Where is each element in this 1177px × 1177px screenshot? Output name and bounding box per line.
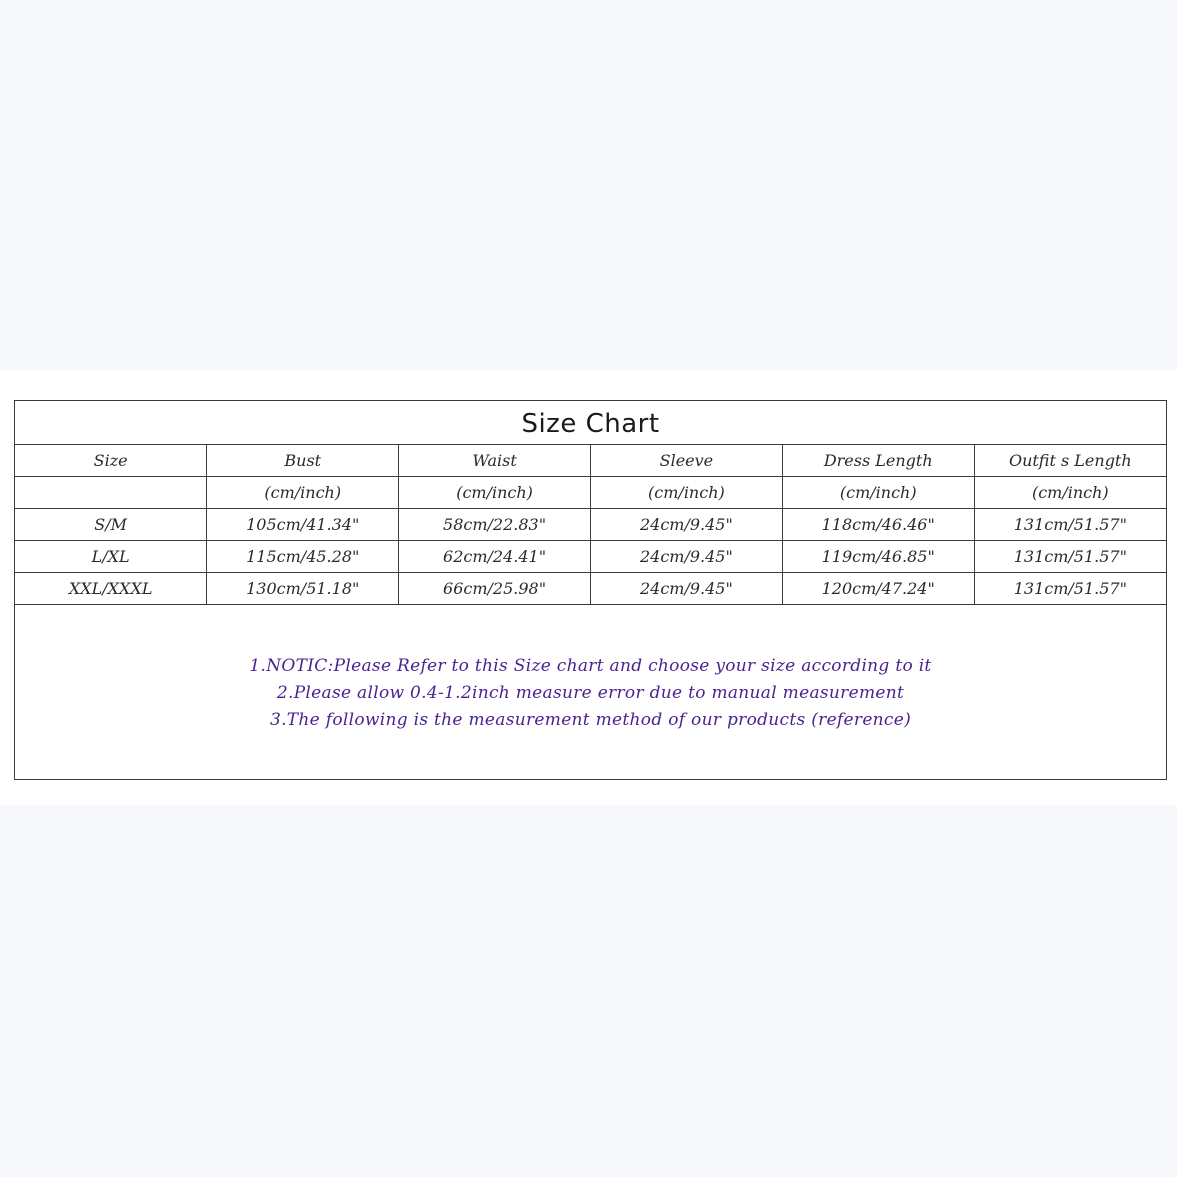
unit-outfit-length: (cm/inch)	[974, 477, 1166, 509]
header-waist: Waist	[399, 445, 591, 477]
cell-bust: 130cm/51.18"	[207, 573, 399, 605]
header-bust: Bust	[207, 445, 399, 477]
cell-sleeve: 24cm/9.45"	[590, 573, 782, 605]
unit-sleeve: (cm/inch)	[590, 477, 782, 509]
note-line-3: 3.The following is the measurement method of our products (reference)	[269, 710, 912, 730]
cell-bust: 105cm/41.34"	[207, 509, 399, 541]
cell-outfit-length: 131cm/51.57"	[974, 509, 1166, 541]
table-row	[15, 509, 1166, 541]
note-line-1: 1.NOTIC:Please Refer to this Size chart and choose your size according to it	[249, 656, 932, 676]
unit-size	[15, 477, 207, 509]
cell-waist: 62cm/24.41"	[399, 541, 591, 573]
cell-size: XXL/XXXL	[15, 573, 207, 605]
chart-title: Size Chart	[15, 401, 1166, 445]
table-row	[15, 541, 1166, 573]
note-line-2: 2.Please allow 0.4-1.2inch measure error due to manual measurement	[276, 683, 905, 703]
unit-waist: (cm/inch)	[399, 477, 591, 509]
header-row	[15, 445, 1166, 477]
cell-dress-length: 120cm/47.24"	[782, 573, 974, 605]
cell-waist: 58cm/22.83"	[399, 509, 591, 541]
cell-waist: 66cm/25.98"	[399, 573, 591, 605]
header-size: Size	[15, 445, 207, 477]
cell-size: L/XL	[15, 541, 207, 573]
size-table	[15, 445, 1166, 605]
header-sleeve: Sleeve	[590, 445, 782, 477]
size-chart	[14, 400, 1167, 780]
unit-bust: (cm/inch)	[207, 477, 399, 509]
unit-dress-length: (cm/inch)	[782, 477, 974, 509]
units-row	[15, 477, 1166, 509]
notes-section	[15, 605, 1166, 734]
cell-sleeve: 24cm/9.45"	[590, 509, 782, 541]
cell-size: S/M	[15, 509, 207, 541]
cell-outfit-length: 131cm/51.57"	[974, 541, 1166, 573]
cell-sleeve: 24cm/9.45"	[590, 541, 782, 573]
header-dress-length: Dress Length	[782, 445, 974, 477]
cell-outfit-length: 131cm/51.57"	[974, 573, 1166, 605]
header-outfit-length: Outfit s Length	[974, 445, 1166, 477]
cell-dress-length: 118cm/46.46"	[782, 509, 974, 541]
cell-dress-length: 119cm/46.85"	[782, 541, 974, 573]
cell-bust: 115cm/45.28"	[207, 541, 399, 573]
table-row	[15, 573, 1166, 605]
